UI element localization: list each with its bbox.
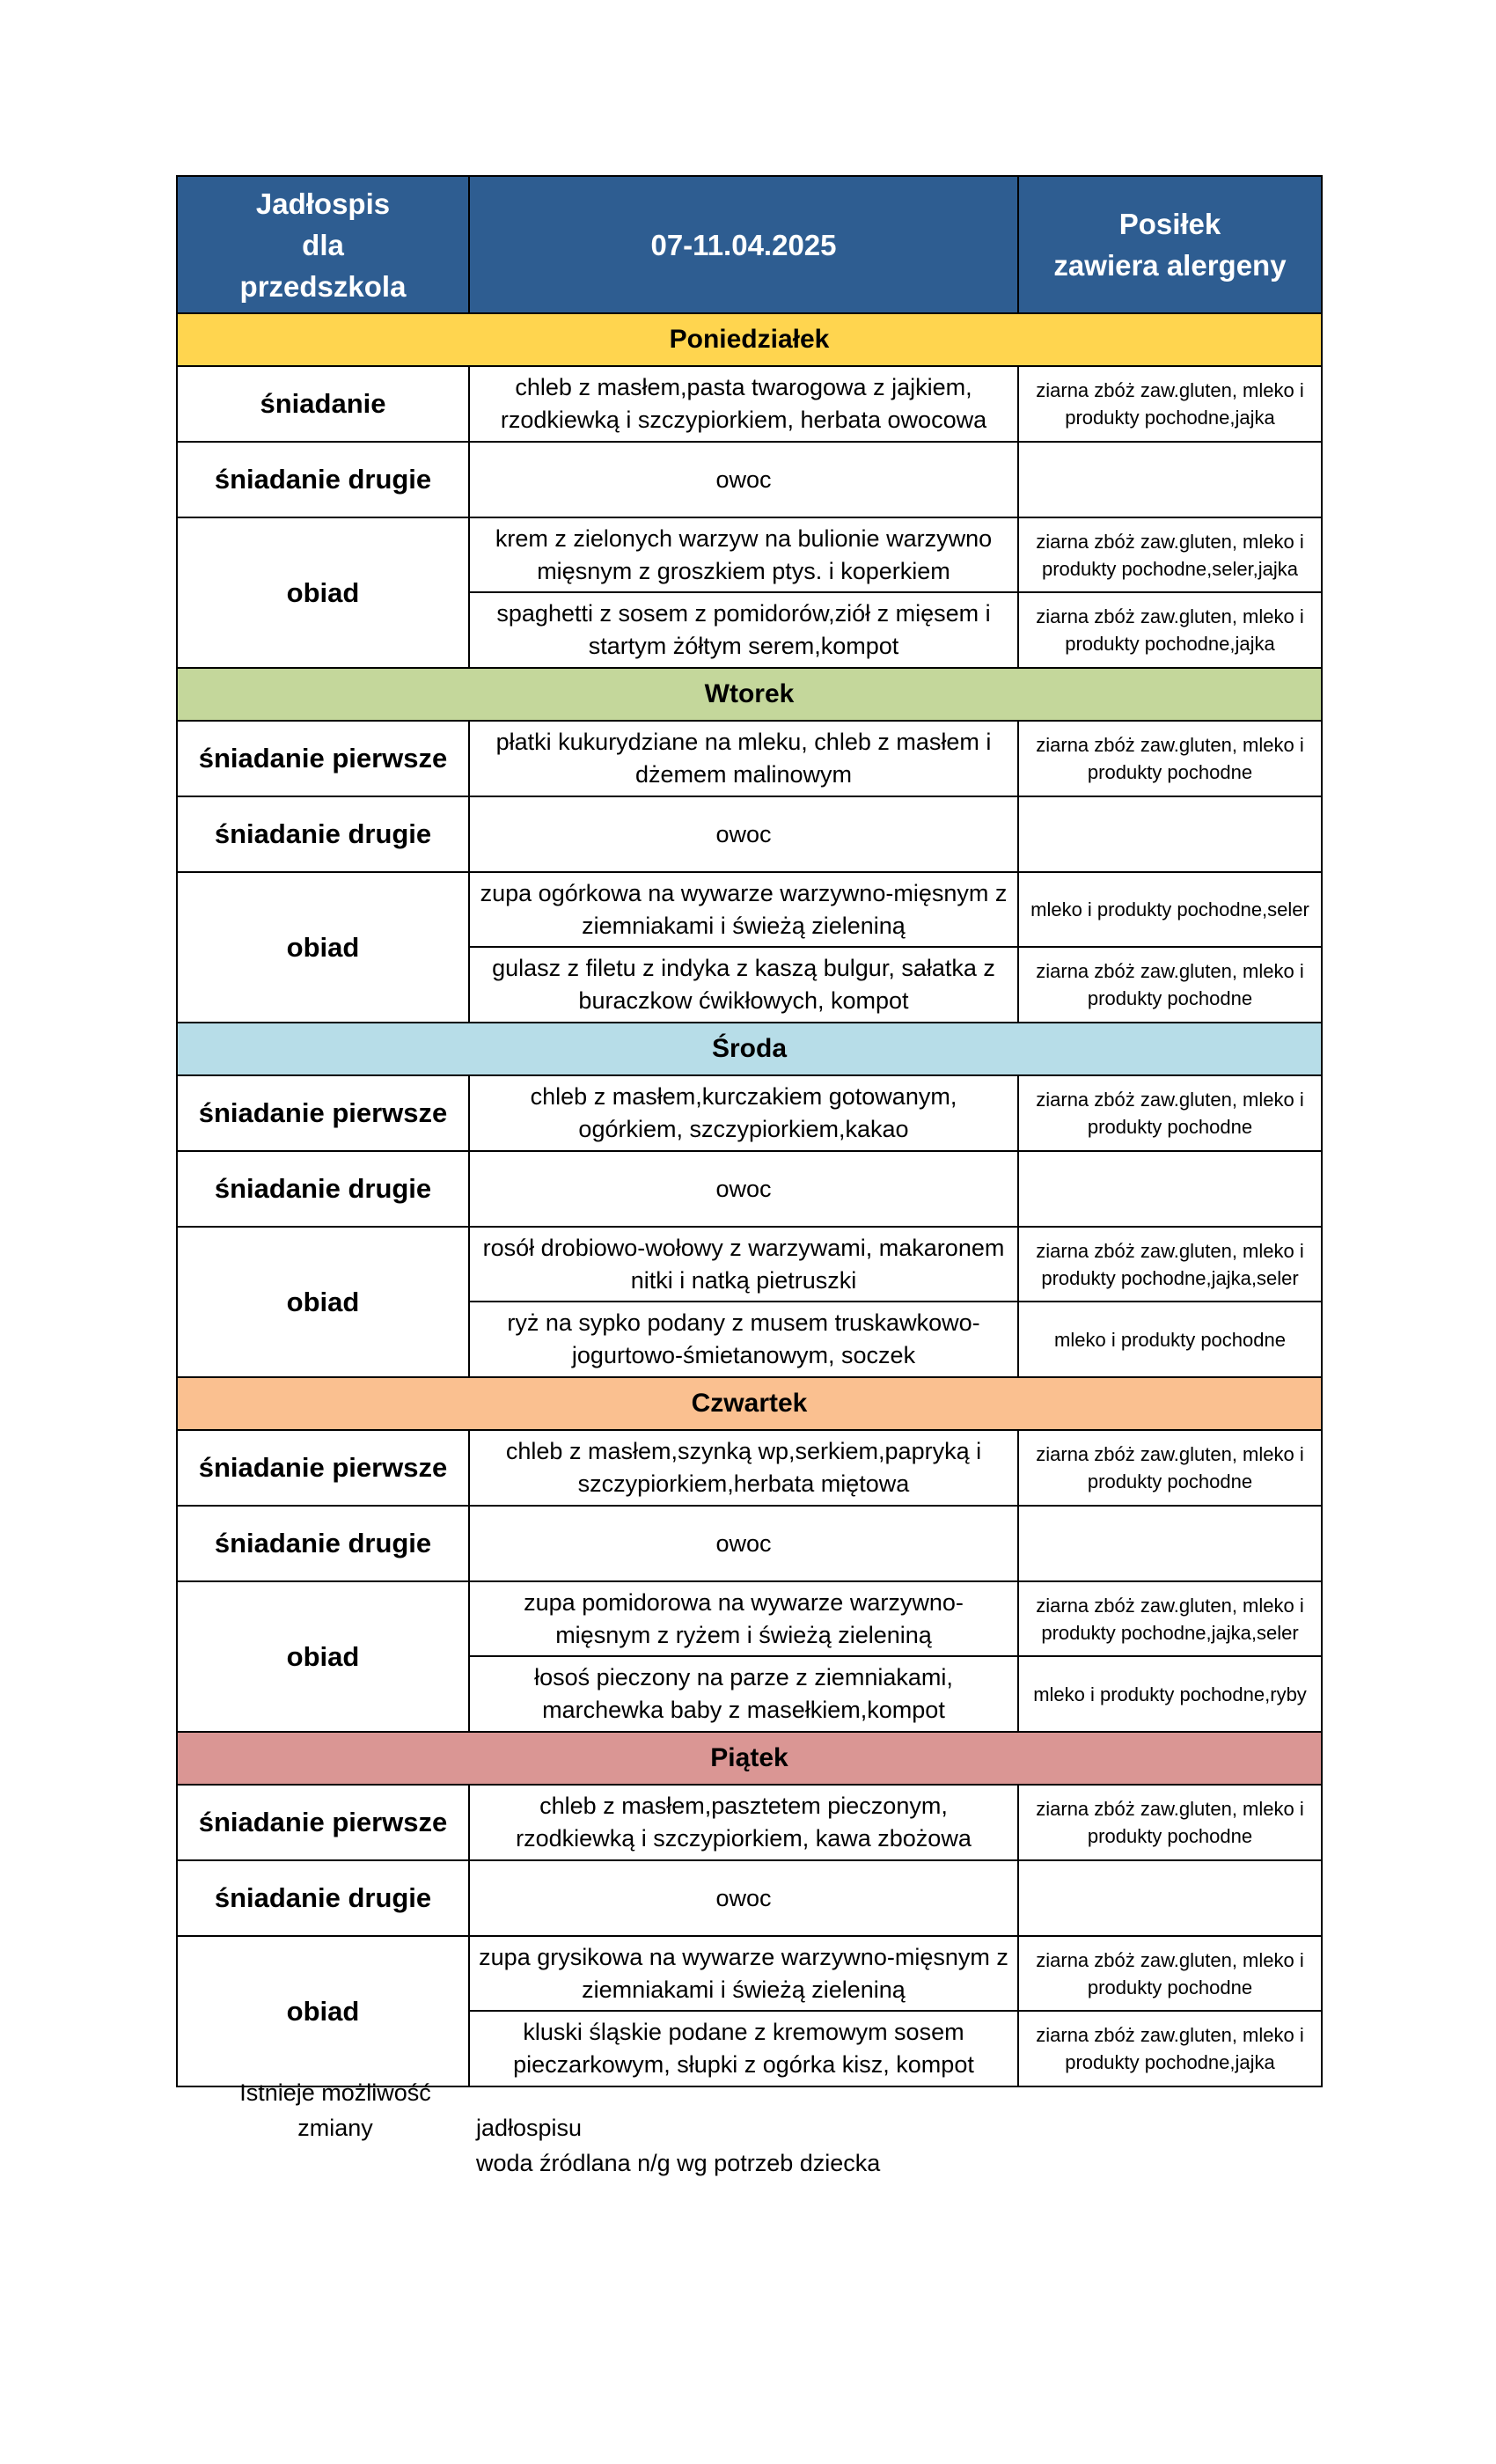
meal-label: obiad bbox=[177, 517, 469, 668]
dish: kluski śląskie podane z kremowym sosem pieczarkowym, słupki z ogórka kisz, kompot bbox=[469, 2011, 1018, 2086]
change-note bbox=[221, 2075, 450, 2145]
change-note-line: zmiany bbox=[297, 2115, 373, 2141]
dish: chleb z masłem,szynką wp,serkiem,papryką i szczypiorkiem,herbata miętowa bbox=[469, 1430, 1018, 1506]
meal-row-breakfast bbox=[177, 1430, 1322, 1506]
header-row bbox=[177, 176, 1322, 313]
dish: krem z zielonych warzyw na bulionie warzywno mięsnym z groszkiem ptys. i koperkiem bbox=[469, 517, 1018, 592]
day-name: Poniedziałek bbox=[177, 313, 1322, 366]
meal-row-breakfast bbox=[177, 721, 1322, 796]
allergens: ziarna zbóż zaw.gluten, mleko i produkty pochodne bbox=[1018, 947, 1322, 1023]
meal-label: śniadanie pierwsze bbox=[177, 1075, 469, 1151]
meal-label: śniadanie drugie bbox=[177, 796, 469, 872]
dish: ryż na sypko podany z musem truskawkowo-jogurtowo-śmietanowym, soczek bbox=[469, 1302, 1018, 1377]
dish: płatki kukurydziane na mleku, chleb z masłem i dżemem malinowym bbox=[469, 721, 1018, 796]
meal-label: śniadanie drugie bbox=[177, 1860, 469, 1936]
dish: spaghetti z sosem z pomidorów,ziół z mięsem i startym żółtym serem,kompot bbox=[469, 592, 1018, 668]
allergens bbox=[1018, 796, 1322, 872]
meal-row-breakfast bbox=[177, 366, 1322, 442]
allergens: ziarna zbóż zaw.gluten, mleko i produkty pochodne bbox=[1018, 1936, 1322, 2011]
dish: owoc bbox=[469, 442, 1018, 517]
change-note-continued: jadłospisu bbox=[476, 2115, 583, 2141]
allergens-header-line: zawiera alergeny bbox=[1053, 249, 1287, 282]
meal-row-lunch bbox=[177, 517, 1322, 592]
allergens: ziarna zbóż zaw.gluten, mleko i produkty pochodne bbox=[1018, 1075, 1322, 1151]
meal-row-breakfast bbox=[177, 1075, 1322, 1151]
allergens: ziarna zbóż zaw.gluten, mleko i produkty pochodne,jajka bbox=[1018, 2011, 1322, 2086]
allergens: mleko i produkty pochodne bbox=[1018, 1302, 1322, 1377]
water-note: woda źródlana n/g wg potrzeb dziecka bbox=[476, 2150, 881, 2176]
menu-title bbox=[177, 176, 469, 313]
day-row bbox=[177, 1377, 1322, 1430]
menu-date: 07-11.04.2025 bbox=[469, 176, 1018, 313]
meal-label: śniadanie pierwsze bbox=[177, 1430, 469, 1506]
title-line: przedszkola bbox=[239, 269, 407, 303]
day-row bbox=[177, 313, 1322, 366]
change-note-line: Istnieje możliwość bbox=[239, 2079, 431, 2106]
allergens: mleko i produkty pochodne,seler bbox=[1018, 872, 1322, 947]
meal-row-lunch bbox=[177, 1936, 1322, 2011]
dish: zupa ogórkowa na wywarze warzywno-mięsnym z ziemniakami i świeżą zieleniną bbox=[469, 872, 1018, 947]
meal-row-lunch bbox=[177, 1227, 1322, 1302]
title-line: Jadłospis bbox=[255, 187, 391, 220]
allergens-header bbox=[1018, 176, 1322, 313]
dish: owoc bbox=[469, 1860, 1018, 1936]
dish: zupa grysikowa na wywarze warzywno-mięsnym z ziemniakami i świeżą zieleniną bbox=[469, 1936, 1018, 2011]
meal-label: obiad bbox=[177, 1581, 469, 1732]
meal-row-breakfast bbox=[177, 1785, 1322, 1860]
meal-label: śniadanie bbox=[177, 366, 469, 442]
dish: gulasz z filetu z indyka z kaszą bulgur, sałatka z buraczkow ćwikłowych, kompot bbox=[469, 947, 1018, 1023]
allergens: ziarna zbóż zaw.gluten, mleko i produkty pochodne,jajka,seler bbox=[1018, 1581, 1322, 1656]
meal-label: obiad bbox=[177, 1936, 469, 2086]
allergens: ziarna zbóż zaw.gluten, mleko i produkty pochodne bbox=[1018, 721, 1322, 796]
meal-row-second-breakfast bbox=[177, 442, 1322, 517]
meal-label: śniadanie pierwsze bbox=[177, 1785, 469, 1860]
meal-row-second-breakfast bbox=[177, 1860, 1322, 1936]
day-name: Piątek bbox=[177, 1732, 1322, 1785]
day-row bbox=[177, 1023, 1322, 1075]
meal-label: obiad bbox=[177, 1227, 469, 1377]
dish: chleb z masłem,kurczakiem gotowanym, ogórkiem, szczypiorkiem,kakao bbox=[469, 1075, 1018, 1151]
day-name: Wtorek bbox=[177, 668, 1322, 721]
allergens: ziarna zbóż zaw.gluten, mleko i produkty pochodne,jajka bbox=[1018, 592, 1322, 668]
title-line: dla bbox=[302, 228, 344, 261]
allergens bbox=[1018, 442, 1322, 517]
allergens: ziarna zbóż zaw.gluten, mleko i produkty pochodne,seler,jajka bbox=[1018, 517, 1322, 592]
allergens: ziarna zbóż zaw.gluten, mleko i produkty pochodne bbox=[1018, 1430, 1322, 1506]
allergens bbox=[1018, 1506, 1322, 1581]
dish: chleb z masłem,pasta twarogowa z jajkiem, rzodkiewką i szczypiorkiem, herbata owocowa bbox=[469, 366, 1018, 442]
allergens: ziarna zbóż zaw.gluten, mleko i produkty pochodne bbox=[1018, 1785, 1322, 1860]
allergens: ziarna zbóż zaw.gluten, mleko i produkty pochodne,jajka bbox=[1018, 366, 1322, 442]
allergens bbox=[1018, 1860, 1322, 1936]
dish: łosoś pieczony na parze z ziemniakami, marchewka baby z masełkiem,kompot bbox=[469, 1656, 1018, 1732]
dish: zupa pomidorowa na wywarze warzywno-mięsnym z ryżem i świeżą zieleniną bbox=[469, 1581, 1018, 1656]
dish: owoc bbox=[469, 1151, 1018, 1227]
day-name: Środa bbox=[177, 1023, 1322, 1075]
meal-label: śniadanie pierwsze bbox=[177, 721, 469, 796]
meal-row-second-breakfast bbox=[177, 1506, 1322, 1581]
meal-label: obiad bbox=[177, 872, 469, 1023]
meal-label: śniadanie drugie bbox=[177, 1151, 469, 1227]
meal-row-lunch bbox=[177, 872, 1322, 947]
day-row bbox=[177, 1732, 1322, 1785]
meal-row-second-breakfast bbox=[177, 1151, 1322, 1227]
dish: chleb z masłem,pasztetem pieczonym, rzodkiewką i szczypiorkiem, kawa zbożowa bbox=[469, 1785, 1018, 1860]
allergens-header-line: Posiłek bbox=[1118, 208, 1221, 240]
day-name: Czwartek bbox=[177, 1377, 1322, 1430]
dish: owoc bbox=[469, 1506, 1018, 1581]
meal-label: śniadanie drugie bbox=[177, 1506, 469, 1581]
allergens: mleko i produkty pochodne,ryby bbox=[1018, 1656, 1322, 1732]
meal-row-lunch bbox=[177, 1581, 1322, 1656]
meal-label: śniadanie drugie bbox=[177, 442, 469, 517]
allergens: ziarna zbóż zaw.gluten, mleko i produkty pochodne,jajka,seler bbox=[1018, 1227, 1322, 1302]
dish: rosół drobiowo-wołowy z warzywami, makaronem nitki i natką pietruszki bbox=[469, 1227, 1018, 1302]
dish: owoc bbox=[469, 796, 1018, 872]
menu-table bbox=[176, 175, 1323, 2087]
meal-row-second-breakfast bbox=[177, 796, 1322, 872]
allergens bbox=[1018, 1151, 1322, 1227]
day-row bbox=[177, 668, 1322, 721]
